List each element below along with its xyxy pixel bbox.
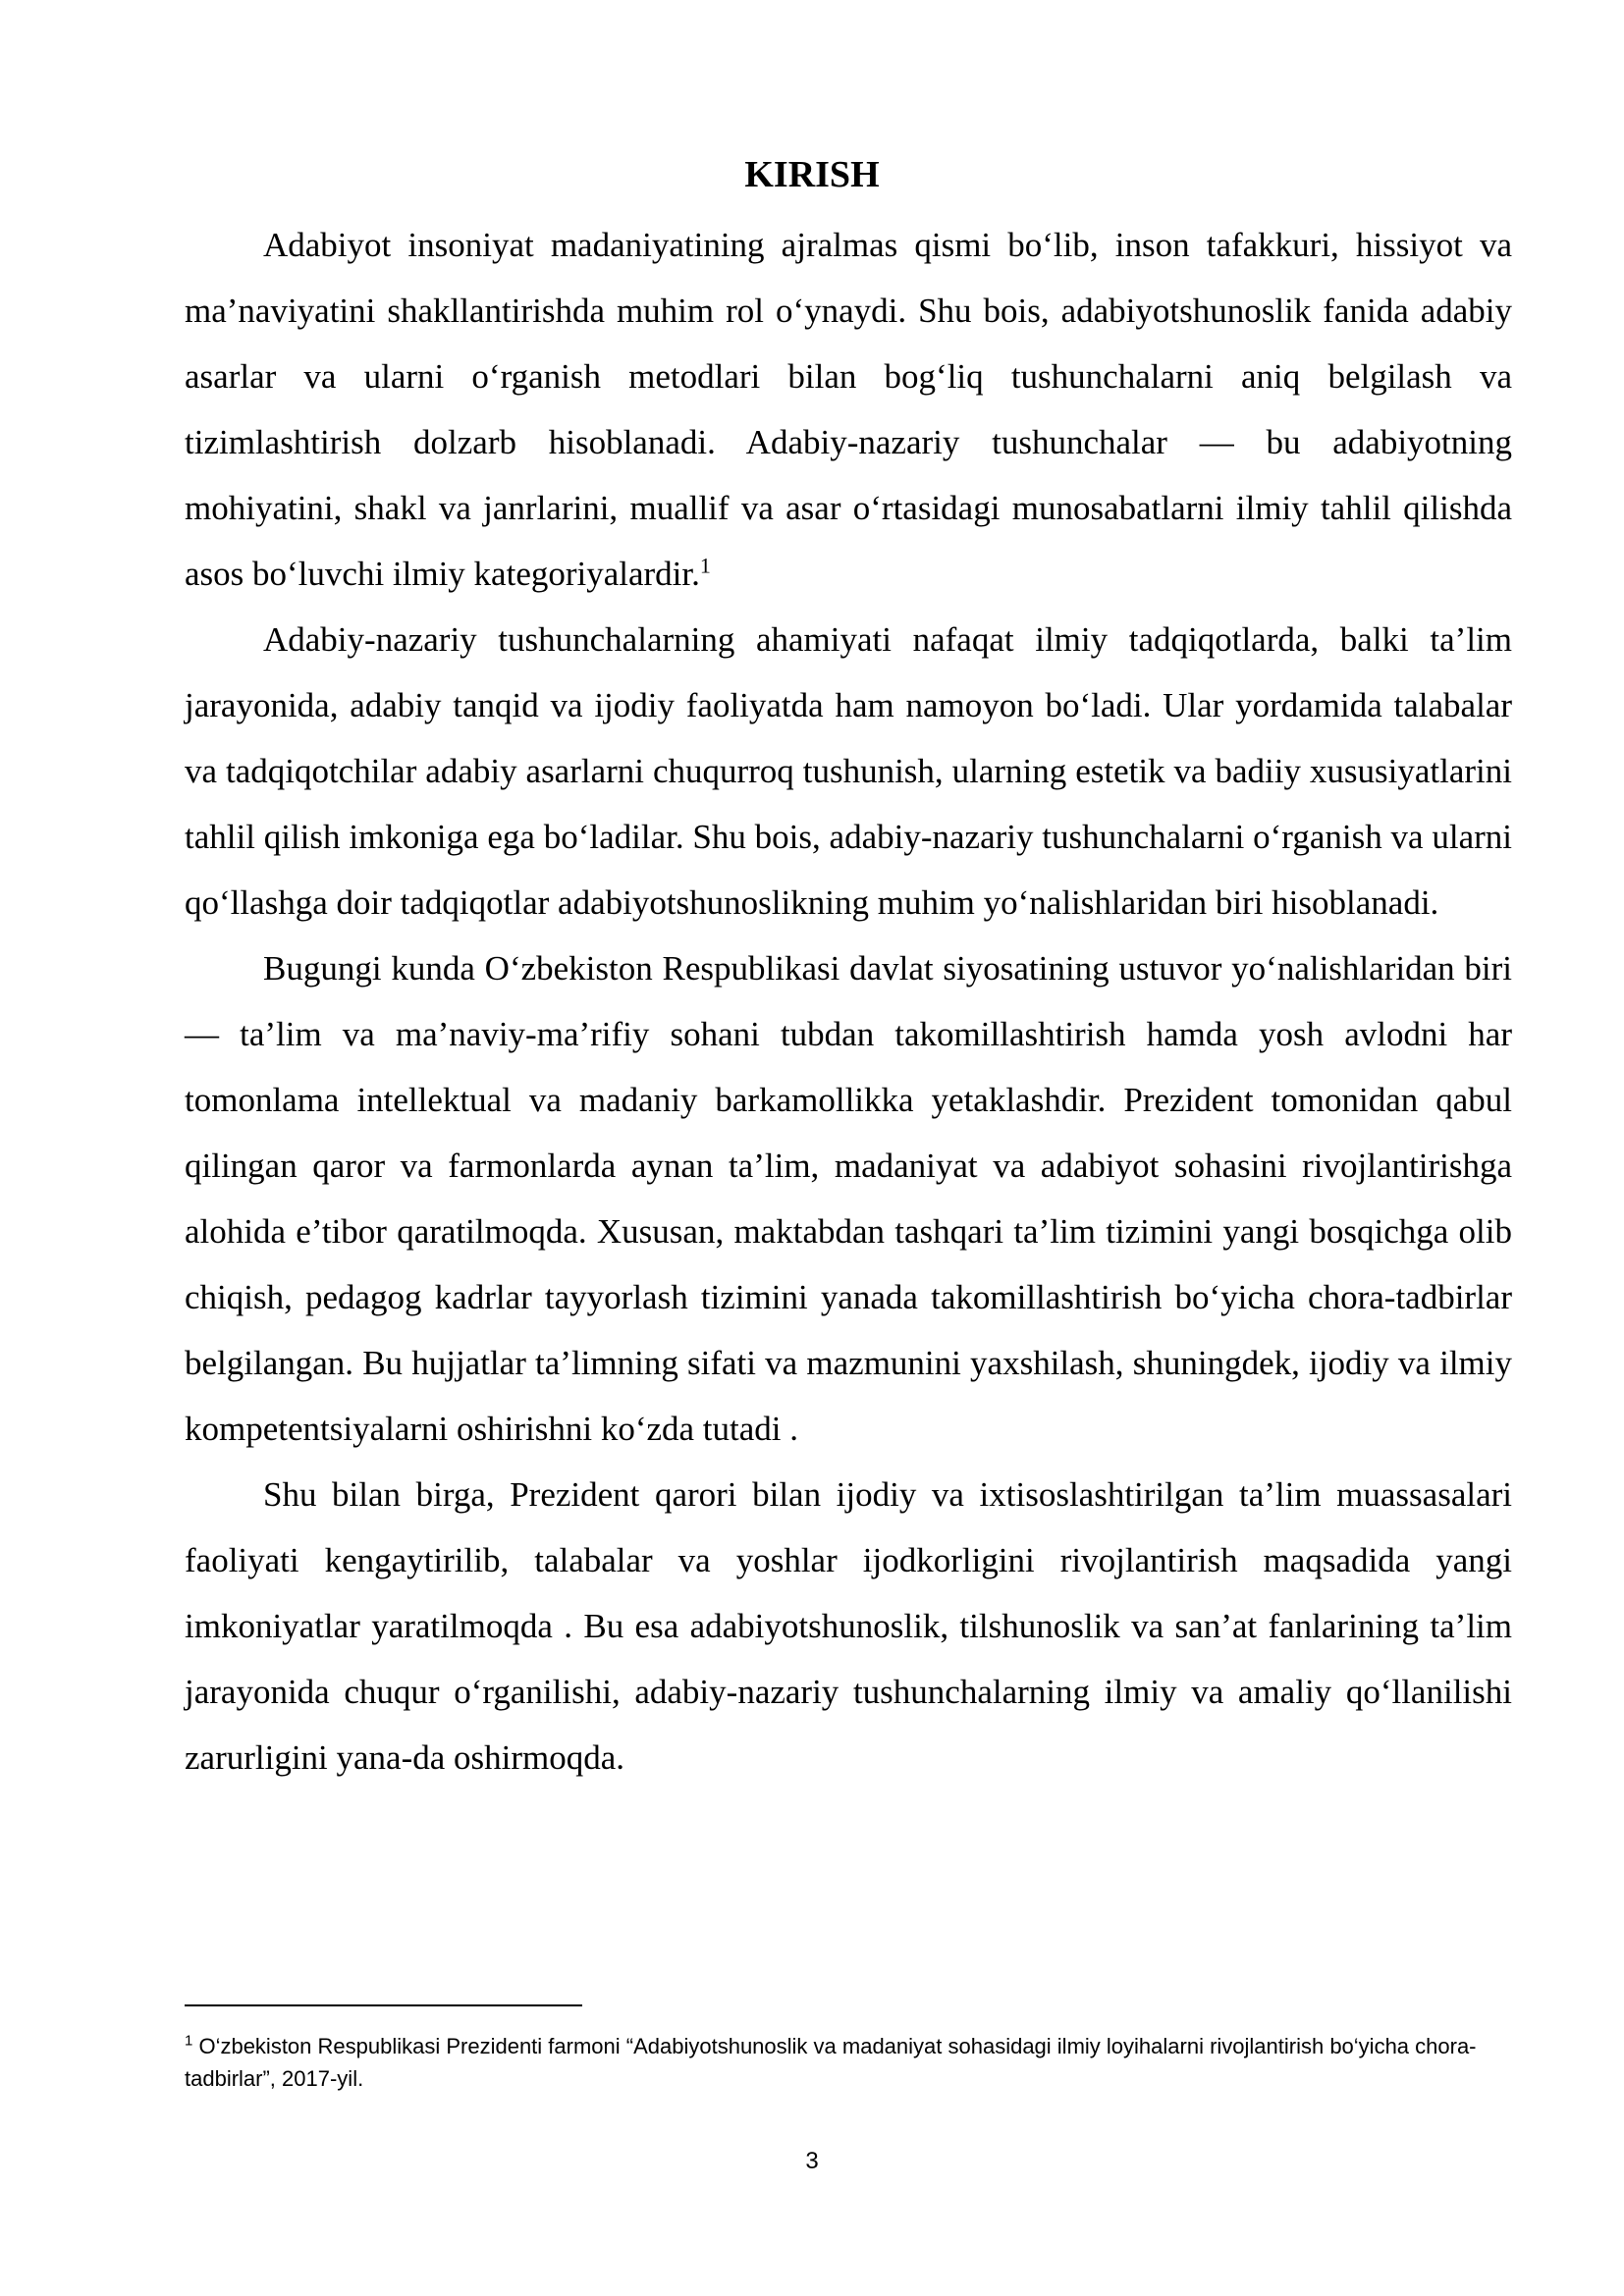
footnote-reference[interactable]: 1 [699,553,711,578]
footnote-text: O‘zbekiston Respublikasi Prezidenti farmoni “Adabiyotshunoslik va madaniyat sohasidagi ilmiy loyihalarni rivojlantirish bo‘yicha chora-tadbirlar”, 2017-yil. [185,2034,1477,2091]
paragraph-4 [185,1462,1512,1790]
paragraph-4-text: Shu bilan birga, Prezident qarori bilan ijodiy va ixtisoslashtirilgan ta’lim muassasalari faoliyati kengaytirilib, talabalar va yoshlar ijodkorligini rivojlantirish maqsadida yangi imkoniyatlar yaratilmoqda . Bu esa adabiyotshunoslik, tilshunoslik va san’at fanlarining ta’lim jarayonida chuqur o‘rganilishi, adabiy-nazariy tushunchalarning ilmiy va amaliy qo‘llanilishi zarurligini yana-da oshirmoqda. [185,1475,1512,1777]
paragraph-3-text: Bugungi kunda O‘zbekiston Respublikasi davlat siyosatining ustuvor yo‘nalishlaridan biri — ta’lim va ma’naviy-ma’rifiy sohani tubdan takomillashtirish hamda yosh avlodni har tomonlama intellektual va madaniy barkamollikka yetaklashdir. Prezident tomonidan qabul qilingan qaror va farmonlarda aynan ta’lim, madaniyat va adabiyot sohasini rivojlantirishga alohida e’tibor qaratilmoqda. Xususan, maktabdan tashqari ta’lim tizimini yangi bosqichga olib chiqish, pedagog kadrlar tayyorlash tizimini yanada takomillashtirish bo‘yicha chora-tadbirlar belgilangan. Bu hujjatlar ta’limning sifati va mazmunini yaxshilash, shuningdek, ijodiy va ilmiy kompetentsiyalarni oshirishni ko‘zda tutadi . [185,949,1512,1448]
paragraph-2 [185,607,1512,935]
footnote [185,2030,1481,2095]
section-heading: KIRISH [744,154,880,195]
paragraph-2-text: Adabiy-nazariy tushunchalarning ahamiyati nafaqat ilmiy tadqiqotlarda, balki ta’lim jarayonida, adabiy tanqid va ijodiy faoliyatda ham namoyon bo‘ladi. Ular yordamida talabalar va tadqiqotchilar adabiy asarlarni chuqurroq tushunish, ularning estetik va badiiy xususiyatlarini tahlil qilish imkoniga ega bo‘ladilar. Shu bois, adabiy-nazariy tushunchalarni o‘rganish va ularni qo‘llashga doir tadqiqotlar adabiyotshunoslikning muhim yo‘nalishlaridan biri hisoblanadi. [185,620,1512,922]
footnote-marker: 1 [185,2032,193,2050]
body-text [185,212,1512,1790]
paragraph-1-text: Adabiyot insoniyat madaniyatining ajralmas qismi bo‘lib, inson tafakkuri, hissiyot va ma’naviyatini shakllantirishda muhim rol o‘ynaydi. Shu bois, adabiyotshunoslik fanida adabiy asarlar va ularni o‘rganish metodlari bilan bog‘liq tushunchalarni aniq belgilash va tizimlashtirish dolzarb hisoblanadi. Adabiy-nazariy tushunchalar — bu adabiyotning mohiyatini, shakl va janrlarini, muallif va asar o‘rtasidagi munosabatlarni ilmiy tahlil qilishda asos bo‘luvchi ilmiy kategoriyalardir. [185,226,1512,593]
paragraph-1 [185,212,1512,607]
page-number: 3 [805,2148,819,2174]
paragraph-3 [185,935,1512,1462]
footnote-separator [185,2004,582,2006]
